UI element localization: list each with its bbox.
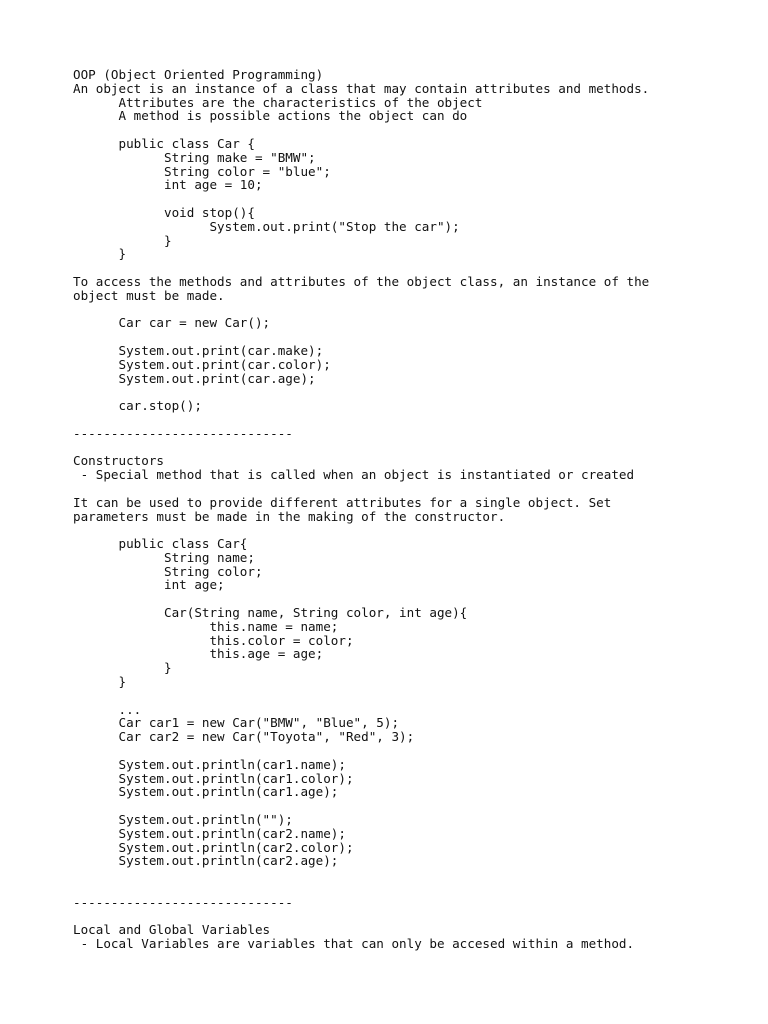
text-line: String make = "BMW"; <box>73 149 316 165</box>
text-line <box>73 261 733 275</box>
text-line: OOP (Object Oriented Programming) <box>73 67 324 82</box>
text-line <box>73 303 733 317</box>
text-line: public class Car { <box>73 135 255 151</box>
text-line: - Special method that is called when an object is instantiated or created <box>73 467 635 483</box>
text-line <box>73 910 733 924</box>
text-line: int age; <box>73 577 225 593</box>
text-line: } <box>73 232 172 248</box>
text-line: this.color = color; <box>73 632 354 648</box>
document-body <box>73 68 733 951</box>
text-line <box>73 482 733 496</box>
text-line <box>73 868 733 882</box>
text-line: object must be made. <box>73 287 225 303</box>
text-line <box>73 689 733 703</box>
text-line: System.out.println(car2.age); <box>73 853 339 869</box>
text-line: A method is possible actions the object can do <box>73 108 468 124</box>
text-line: System.out.print(car.color); <box>73 356 331 372</box>
text-line: int age = 10; <box>73 177 263 193</box>
text-line: parameters must be made in the making of the constructor. <box>73 508 506 524</box>
text-line: Car car1 = new Car("BMW", "Blue", 5); <box>73 715 400 731</box>
text-line: } <box>73 674 127 690</box>
text-line: System.out.print(car.age); <box>73 370 316 386</box>
text-line: It can be used to provide different attributes for a single object. Set <box>73 494 612 510</box>
text-line: String color; <box>73 563 263 579</box>
text-line: System.out.print(car.make); <box>73 342 324 358</box>
text-line: ----------------------------- <box>73 425 293 441</box>
text-line: this.age = age; <box>73 646 324 662</box>
text-line: Attributes are the characteristics of the object <box>73 94 483 110</box>
text-line: To access the methods and attributes of the object class, an instance of the <box>73 273 650 289</box>
text-line: this.name = name; <box>73 618 339 634</box>
text-line: String name; <box>73 549 255 565</box>
text-line: Car car2 = new Car("Toyota", "Red", 3); <box>73 729 415 745</box>
text-line: System.out.println(car1.name); <box>73 756 346 772</box>
text-line: } <box>73 246 127 262</box>
text-line: System.out.println(""); <box>73 812 293 828</box>
text-line <box>73 592 733 606</box>
text-line: Car(String name, String color, int age){ <box>73 605 468 621</box>
text-line: Local and Global Variables <box>73 922 271 938</box>
text-line: System.out.println(car1.age); <box>73 784 339 800</box>
text-line: System.out.print("Stop the car"); <box>73 218 460 234</box>
text-line <box>73 413 733 427</box>
text-line <box>73 192 733 206</box>
text-line <box>73 441 733 455</box>
text-line: System.out.println(car2.color); <box>73 839 354 855</box>
text-line <box>73 385 733 399</box>
text-line <box>73 330 733 344</box>
text-line: car.stop(); <box>73 398 202 414</box>
text-line: Car car = new Car(); <box>73 315 271 331</box>
text-line: } <box>73 660 172 676</box>
text-line: - Local Variables are variables that can only be accesed within a method. <box>73 936 635 952</box>
text-line: System.out.println(car1.color); <box>73 770 354 786</box>
text-line <box>73 744 733 758</box>
text-line: ... <box>73 701 142 717</box>
text-line: ----------------------------- <box>73 894 293 910</box>
text-line <box>73 123 733 137</box>
text-line <box>73 523 733 537</box>
text-line: String color = "blue"; <box>73 163 331 179</box>
text-line: An object is an instance of a class that may contain attributes and methods. <box>73 80 650 96</box>
text-line: void stop(){ <box>73 204 255 220</box>
text-line: public class Car{ <box>73 536 248 552</box>
text-line: Constructors <box>73 453 164 469</box>
text-line <box>73 882 733 896</box>
text-line <box>73 799 733 813</box>
text-line: System.out.println(car2.name); <box>73 825 346 841</box>
